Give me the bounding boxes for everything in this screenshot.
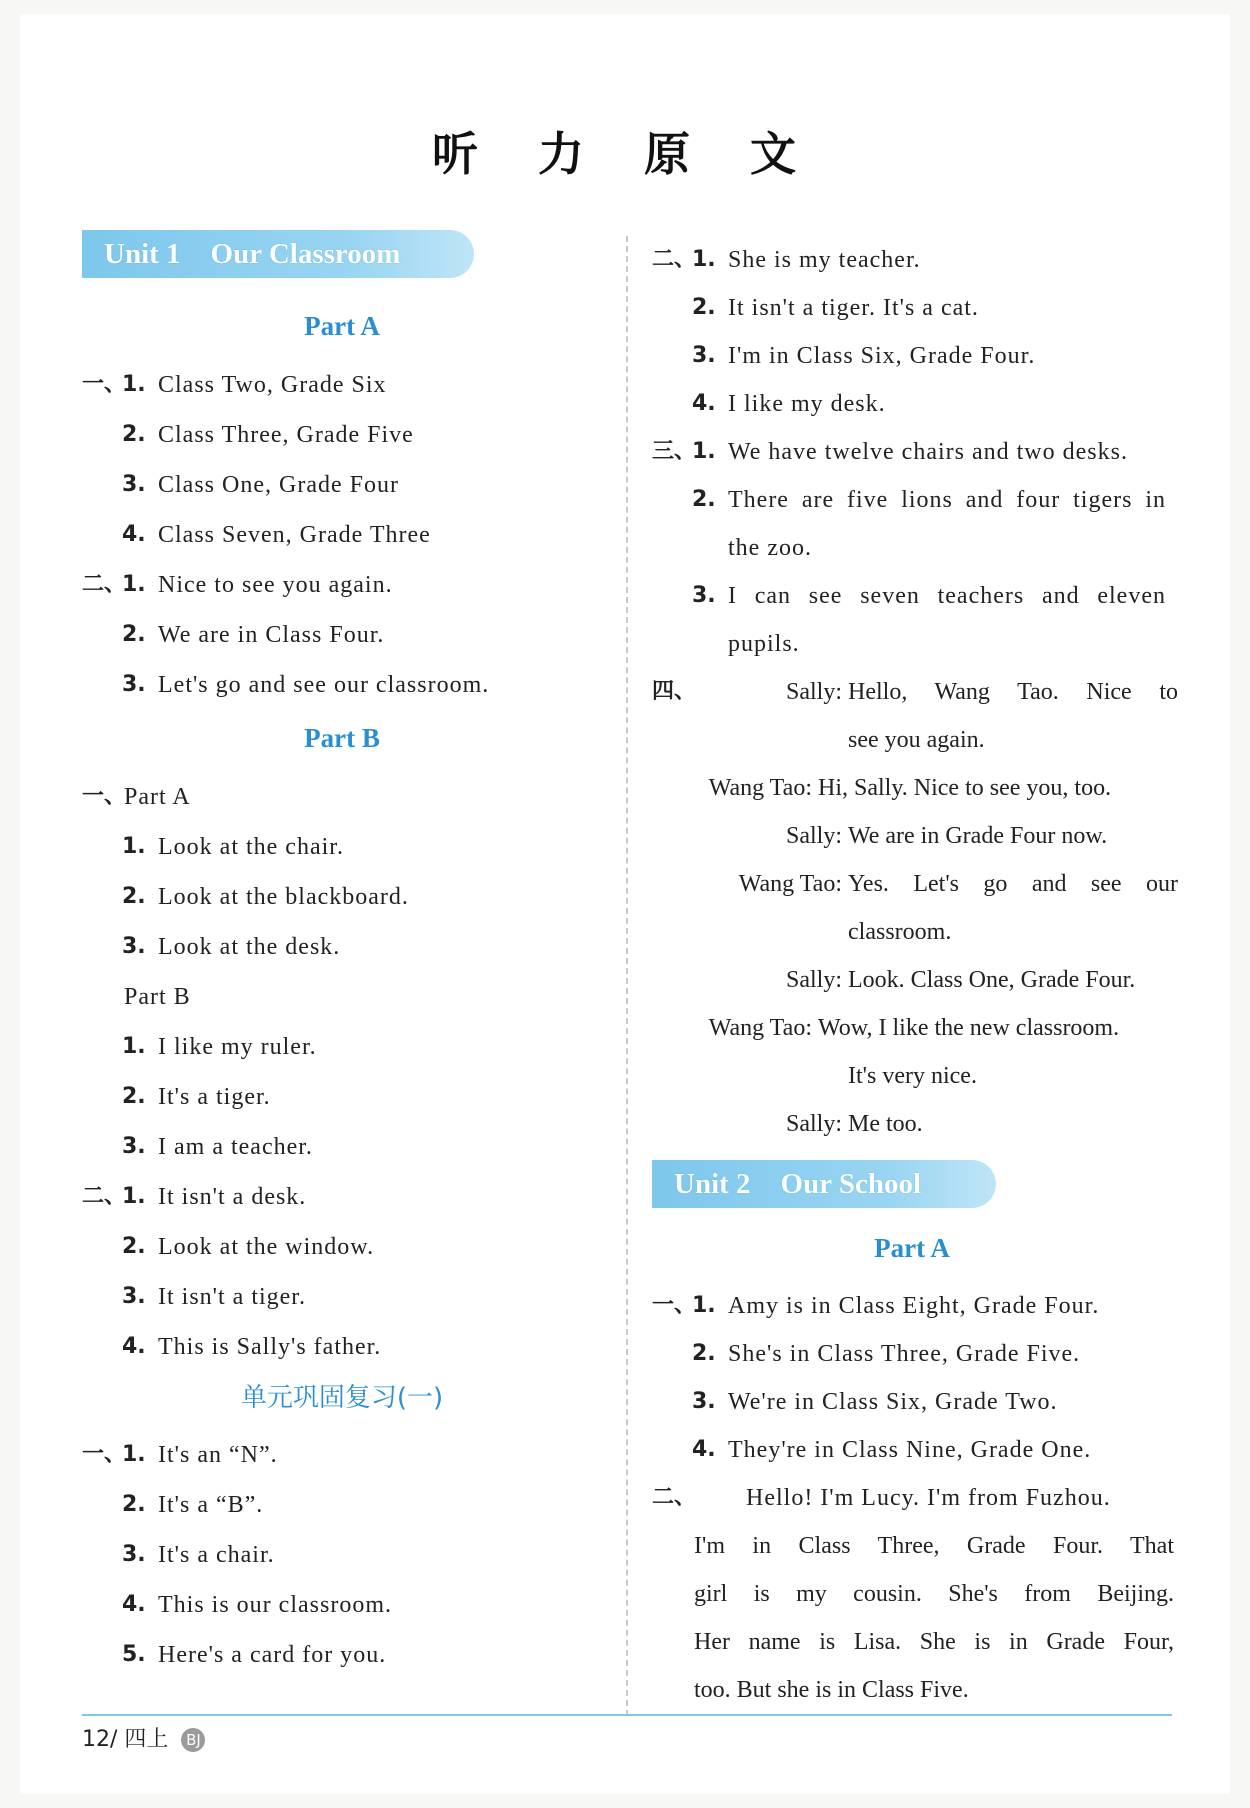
item-number: 4. [122, 1334, 146, 1359]
passage-line: too. But she is in Class Five. [694, 1677, 969, 1703]
item-text: Here's a card for you. [158, 1642, 387, 1668]
dialogue-line [652, 908, 1172, 956]
item-number: 3. [692, 1389, 716, 1414]
unit-1-number: Unit 1 [104, 238, 181, 270]
item-number: 5. [122, 1642, 146, 1667]
list-item [82, 1022, 602, 1072]
edition-badge: BJ [181, 1728, 205, 1752]
item-text: We are in Class Four. [158, 622, 385, 648]
list-item [82, 610, 602, 660]
list-item [652, 1378, 1172, 1426]
speaker: Wang Tao: [708, 775, 812, 801]
item-text: pupils. [728, 631, 800, 657]
section-marker: 二、 [652, 247, 697, 272]
list-item [82, 1430, 602, 1480]
item-text: We have twelve chairs and two desks. [728, 439, 1128, 465]
speech: Hello, Wang Tao. Nice to [848, 679, 1178, 705]
item-number: 3. [122, 1284, 146, 1309]
item-number: 1. [122, 372, 146, 397]
section-marker: 一、 [652, 1293, 697, 1318]
item-text: I like my desk. [728, 391, 886, 417]
list-item-continuation [652, 620, 1172, 668]
list-item [652, 1282, 1172, 1330]
dialogue-line [652, 716, 1172, 764]
section-marker: 二、 [82, 572, 127, 597]
dialogue-line [652, 668, 1178, 716]
dialogue-line [652, 1052, 1172, 1100]
list-item [652, 380, 1172, 428]
item-text: I am a teacher. [158, 1134, 313, 1160]
item-number: 1. [692, 247, 716, 272]
item-number: 2. [692, 487, 716, 512]
grade-label: 四上 [124, 1727, 169, 1752]
passage-first-line [652, 1474, 1172, 1522]
item-text: Look at the window. [158, 1234, 375, 1260]
list-item [652, 572, 1172, 620]
item-number: 2. [692, 1341, 716, 1366]
review-heading: 单元巩固复习(一) [240, 1383, 444, 1413]
list-item [82, 1172, 602, 1222]
list-item [652, 332, 1172, 380]
left-column [82, 230, 602, 1680]
item-number: 1. [122, 834, 146, 859]
item-text: Look at the desk. [158, 934, 341, 960]
item-number: 1. [692, 439, 716, 464]
page-title: 听 力 原 文 [431, 127, 819, 181]
item-text: I'm in Class Six, Grade Four. [728, 343, 1036, 369]
item-number: 4. [122, 1592, 146, 1617]
page-footer [82, 1720, 205, 1760]
item-number: 2. [122, 1492, 146, 1517]
column-divider [626, 236, 628, 1716]
item-number: 3. [122, 472, 146, 497]
dialogue-line [652, 812, 1172, 860]
list-item [82, 1322, 602, 1372]
list-item [82, 1630, 602, 1680]
list-item [652, 284, 1172, 332]
item-text: I can see seven teachers and eleven [728, 583, 1166, 609]
item-number: 1. [122, 1184, 146, 1209]
unit-2-name: Our School [780, 1168, 922, 1200]
item-text: It isn't a tiger. It's a cat. [728, 295, 979, 321]
item-number: 3. [692, 343, 716, 368]
list-item [82, 510, 602, 560]
item-number: 2. [692, 295, 716, 320]
subsection-label: Part B [124, 984, 191, 1010]
list-item [82, 1272, 602, 1322]
unit-2-number: Unit 2 [674, 1168, 751, 1200]
unit-2-banner [652, 1160, 996, 1208]
item-number: 2. [122, 884, 146, 909]
passage-line: Her name is Lisa. She is in Grade Four, [694, 1629, 1174, 1655]
item-number: 2. [122, 422, 146, 447]
section-marker: 三、 [652, 439, 697, 464]
item-text: They're in Class Nine, Grade One. [728, 1437, 1092, 1463]
list-item [82, 872, 602, 922]
speech: classroom. [848, 919, 952, 945]
right-column [652, 236, 1178, 1714]
list-item-continuation [652, 524, 1172, 572]
speaker: Wang Tao: [738, 871, 842, 897]
speech: It's very nice. [848, 1063, 977, 1089]
item-number: 3. [692, 583, 716, 608]
item-number: 1. [692, 1293, 716, 1318]
speech: Look. Class One, Grade Four. [848, 967, 1136, 993]
passage-line: girl is my cousin. She's from Beijing. [694, 1581, 1174, 1607]
list-item [82, 660, 602, 710]
speech: see you again. [848, 727, 985, 753]
dialogue-line [652, 860, 1178, 908]
dialogue-line [652, 764, 1172, 812]
section-marker: 四、 [652, 679, 697, 704]
dialogue-line [652, 1100, 1172, 1148]
speech: Yes. Let's go and see our [848, 871, 1178, 897]
section-marker: 一、 [82, 372, 127, 397]
item-text: Look at the blackboard. [158, 884, 409, 910]
item-text: Class One, Grade Four [158, 472, 399, 498]
speaker: Sally: [785, 823, 842, 849]
item-text: It isn't a tiger. [158, 1284, 306, 1310]
item-number: 1. [122, 1442, 146, 1467]
item-text: Let's go and see our classroom. [158, 672, 490, 698]
list-item [652, 1426, 1172, 1474]
list-item [82, 360, 602, 410]
item-text: It's an “N”. [158, 1442, 278, 1468]
item-number: 1. [122, 572, 146, 597]
item-number: 3. [122, 1134, 146, 1159]
list-item [82, 1122, 602, 1172]
item-text: She's in Class Three, Grade Five. [728, 1341, 1081, 1367]
section-marker: 二、 [652, 1485, 697, 1510]
speaker: Wang Tao: [708, 1015, 812, 1041]
list-item [82, 410, 602, 460]
item-number: 4. [122, 522, 146, 547]
list-item [652, 428, 1172, 476]
list-item [82, 460, 602, 510]
part-a-heading: Part A [874, 1233, 950, 1263]
item-text: It's a chair. [158, 1542, 275, 1568]
item-number: 1. [122, 1034, 146, 1059]
passage-line: I'm in Class Three, Grade Four. That [694, 1533, 1174, 1559]
item-text: It's a tiger. [158, 1084, 271, 1110]
speaker: Sally: [785, 1111, 842, 1137]
dialogue [652, 668, 1178, 1148]
list-item [82, 1480, 602, 1530]
item-text: This is our classroom. [158, 1592, 392, 1618]
list-item [82, 822, 602, 872]
item-text: the zoo. [728, 535, 812, 561]
item-text: We're in Class Six, Grade Two. [728, 1389, 1058, 1415]
item-number: 3. [122, 672, 146, 697]
speech: Hi, Sally. Nice to see you, too. [818, 775, 1112, 801]
unit-1-banner [82, 230, 474, 278]
subsection-label: Part A [124, 784, 191, 810]
list-item [652, 476, 1172, 524]
item-text: There are five lions and four tigers in [728, 487, 1166, 513]
speaker: Sally: [785, 679, 842, 705]
item-number: 2. [122, 1234, 146, 1259]
dialogue-line [652, 956, 1172, 1004]
speech: Wow, I like the new classroom. [818, 1015, 1120, 1041]
list-item [82, 1072, 602, 1122]
list-item [82, 1222, 602, 1272]
item-text: Class Two, Grade Six [158, 372, 387, 398]
item-number: 2. [122, 622, 146, 647]
item-number: 4. [692, 1437, 716, 1462]
part-a-heading: Part A [304, 311, 380, 341]
section-marker: 一、 [82, 1442, 127, 1467]
page-number: 12/ [82, 1727, 118, 1752]
list-item [82, 1580, 602, 1630]
dialogue-line [652, 1004, 1172, 1052]
item-text: Amy is in Class Eight, Grade Four. [728, 1293, 1100, 1319]
list-item [82, 1530, 602, 1580]
speaker: Sally: [785, 967, 842, 993]
footer-rule [82, 1714, 1172, 1716]
list-item [652, 1330, 1172, 1378]
part-b-heading: Part B [304, 723, 380, 753]
item-text: I like my ruler. [158, 1034, 317, 1060]
section-marker: 一、 [82, 784, 127, 809]
speech: Me too. [848, 1111, 923, 1137]
passage [652, 1474, 1172, 1714]
item-text: Class Seven, Grade Three [158, 522, 431, 548]
list-item [82, 560, 602, 610]
item-text: Class Three, Grade Five [158, 422, 414, 448]
passage-text: Hello! I'm Lucy. I'm from Fuzhou. [746, 1485, 1111, 1511]
list-item [82, 972, 602, 1022]
list-item [652, 236, 1172, 284]
list-item [82, 922, 602, 972]
item-number: 2. [122, 1084, 146, 1109]
item-text: Look at the chair. [158, 834, 344, 860]
item-text: This is Sally's father. [158, 1334, 382, 1360]
list-item [82, 772, 602, 822]
item-number: 3. [122, 1542, 146, 1567]
item-number: 4. [692, 391, 716, 416]
item-text: It's a “B”. [158, 1492, 264, 1518]
speech: We are in Grade Four now. [848, 823, 1108, 849]
item-text: She is my teacher. [728, 247, 921, 273]
item-text: It isn't a desk. [158, 1184, 307, 1210]
section-marker: 二、 [82, 1184, 127, 1209]
item-number: 3. [122, 934, 146, 959]
unit-1-name: Our Classroom [210, 238, 401, 270]
item-text: Nice to see you again. [158, 572, 393, 598]
